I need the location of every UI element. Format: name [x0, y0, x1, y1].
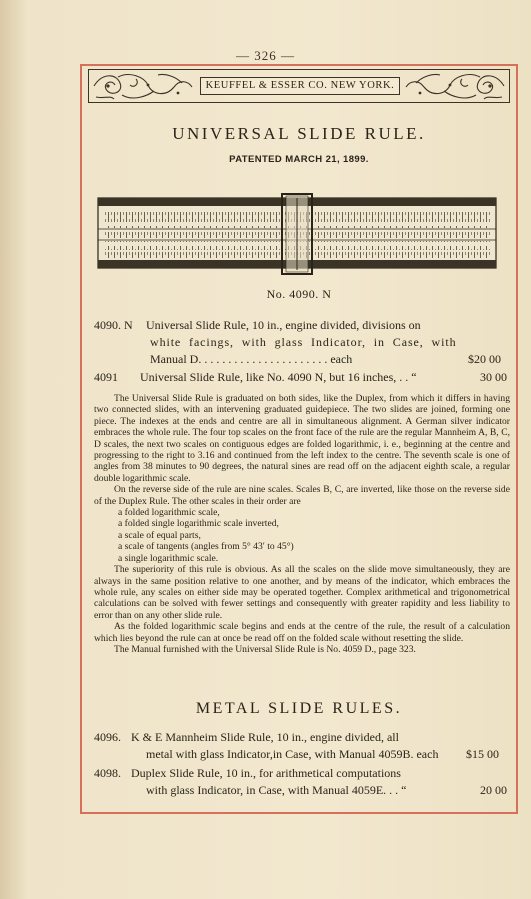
- item-number: 4098.: [94, 766, 121, 780]
- item-description-line: Universal Slide Rule, like No. 4090 N, but 16 inches, . . “: [140, 370, 417, 384]
- item-number: 4091: [94, 370, 118, 384]
- item-description-line: K & E Mannheim Slide Rule, 10 in., engine divided, all: [131, 730, 399, 744]
- description-paragraph: The superiority of this rule is obvious. As all the scales on the slide move simultaneously, they are always in the same position relative to one another, and by means of the indicator, which embraces the whole rule, any scales on either side may be operated together. Complex arithmetical and trigonometrical calculations can be solved with fewer settings and consequently with greater rapidity and less liability to error than on any other slide rule.: [94, 564, 510, 621]
- page-number: — 326 —: [236, 48, 295, 63]
- item-price: 30 00: [480, 370, 507, 384]
- description-text: [94, 393, 510, 655]
- scale-list: [94, 507, 510, 564]
- item-description-line: white facings, with glass Indicator, in Case, with: [150, 335, 457, 349]
- list-item: a folded logarithmic scale,: [118, 507, 220, 519]
- item-description-line: metal with glass Indicator,in Case, with Manual 4059B. each: [146, 747, 439, 761]
- item-description-line: with glass Indicator, in Case, with Manual 4059E. . . “: [146, 783, 407, 797]
- item-price: 20 00: [480, 783, 507, 797]
- product-item-4096: [94, 729, 514, 765]
- description-paragraph: On the reverse side of the rule are nine scales. Scales B, C, are inverted, like those on the reverse side of the Duplex Rule. The other scales in their order are: [94, 484, 510, 507]
- company-name: KEUFFEL & ESSER CO. NEW YORK.: [200, 77, 400, 95]
- product-item-4090n: [94, 317, 514, 373]
- list-item: a scale of equal parts,: [118, 529, 201, 541]
- list-item: a single logarithmic scale.: [118, 552, 219, 564]
- description-paragraph: As the folded logarithmic scale begins and ends at the centre of the rule, the result of a calculation which lies beyond the rule can at once be read off on the folded scale without resetting the slide.: [94, 621, 510, 644]
- product-item-4091: [94, 369, 514, 387]
- header-banner: [88, 69, 510, 103]
- item-description-line: Manual D. . . . . . . . . . . . . . . . . . . . . . each: [150, 352, 353, 366]
- figure-caption: No. 4090. N: [266, 287, 332, 301]
- item-number: 4090. N: [94, 318, 133, 332]
- patent-date: PATENTED MARCH 21, 1899.: [229, 154, 369, 165]
- item-description-line: Duplex Slide Rule, 10 in., for arithmetical computations: [131, 766, 401, 780]
- item-price: $15 00: [466, 747, 499, 761]
- item-description-line: Universal Slide Rule, 10 in., engine divided, divisions on: [146, 318, 421, 332]
- description-paragraph: The Manual furnished with the Universal Slide Rule is No. 4059 D., page 323.: [114, 643, 416, 655]
- description-paragraph: The Universal Slide Rule is graduated on both sides, like the Duplex, from which it differs in having two connected slides, with an intervening graduated guidepiece. The two slides are joined, forming one piece. The indexes at the ends and centre are all in simultaneous alignment. A German silver indicator embraces the whole rule. The four top scales on the front face of the rule are the regular Mannheim A, B, C, D scales, the next two scales on contiguous edges are folded logarithmic, i. e., beginning at the centre and progressing to the right to 3.16 and continued from the left index to the centre. The seventh scale is one of angles from 38 minutes to 90 degrees, the natural sines are read off on the adjacent eighth scale, a regular double logarithmic scale.: [94, 393, 510, 484]
- section-title: METAL SLIDE RULES.: [195, 700, 403, 717]
- product-item-4098: [94, 765, 514, 801]
- page-title: UNIVERSAL SLIDE RULE.: [172, 124, 426, 143]
- list-item: a scale of tangents (angles from 5° 43′ to 45°): [118, 541, 294, 553]
- item-price: $20 00: [468, 352, 501, 366]
- item-number: 4096.: [94, 730, 121, 744]
- slide-rule-illustration: [96, 192, 500, 276]
- list-item: a folded single logarithmic scale inverted,: [118, 518, 279, 530]
